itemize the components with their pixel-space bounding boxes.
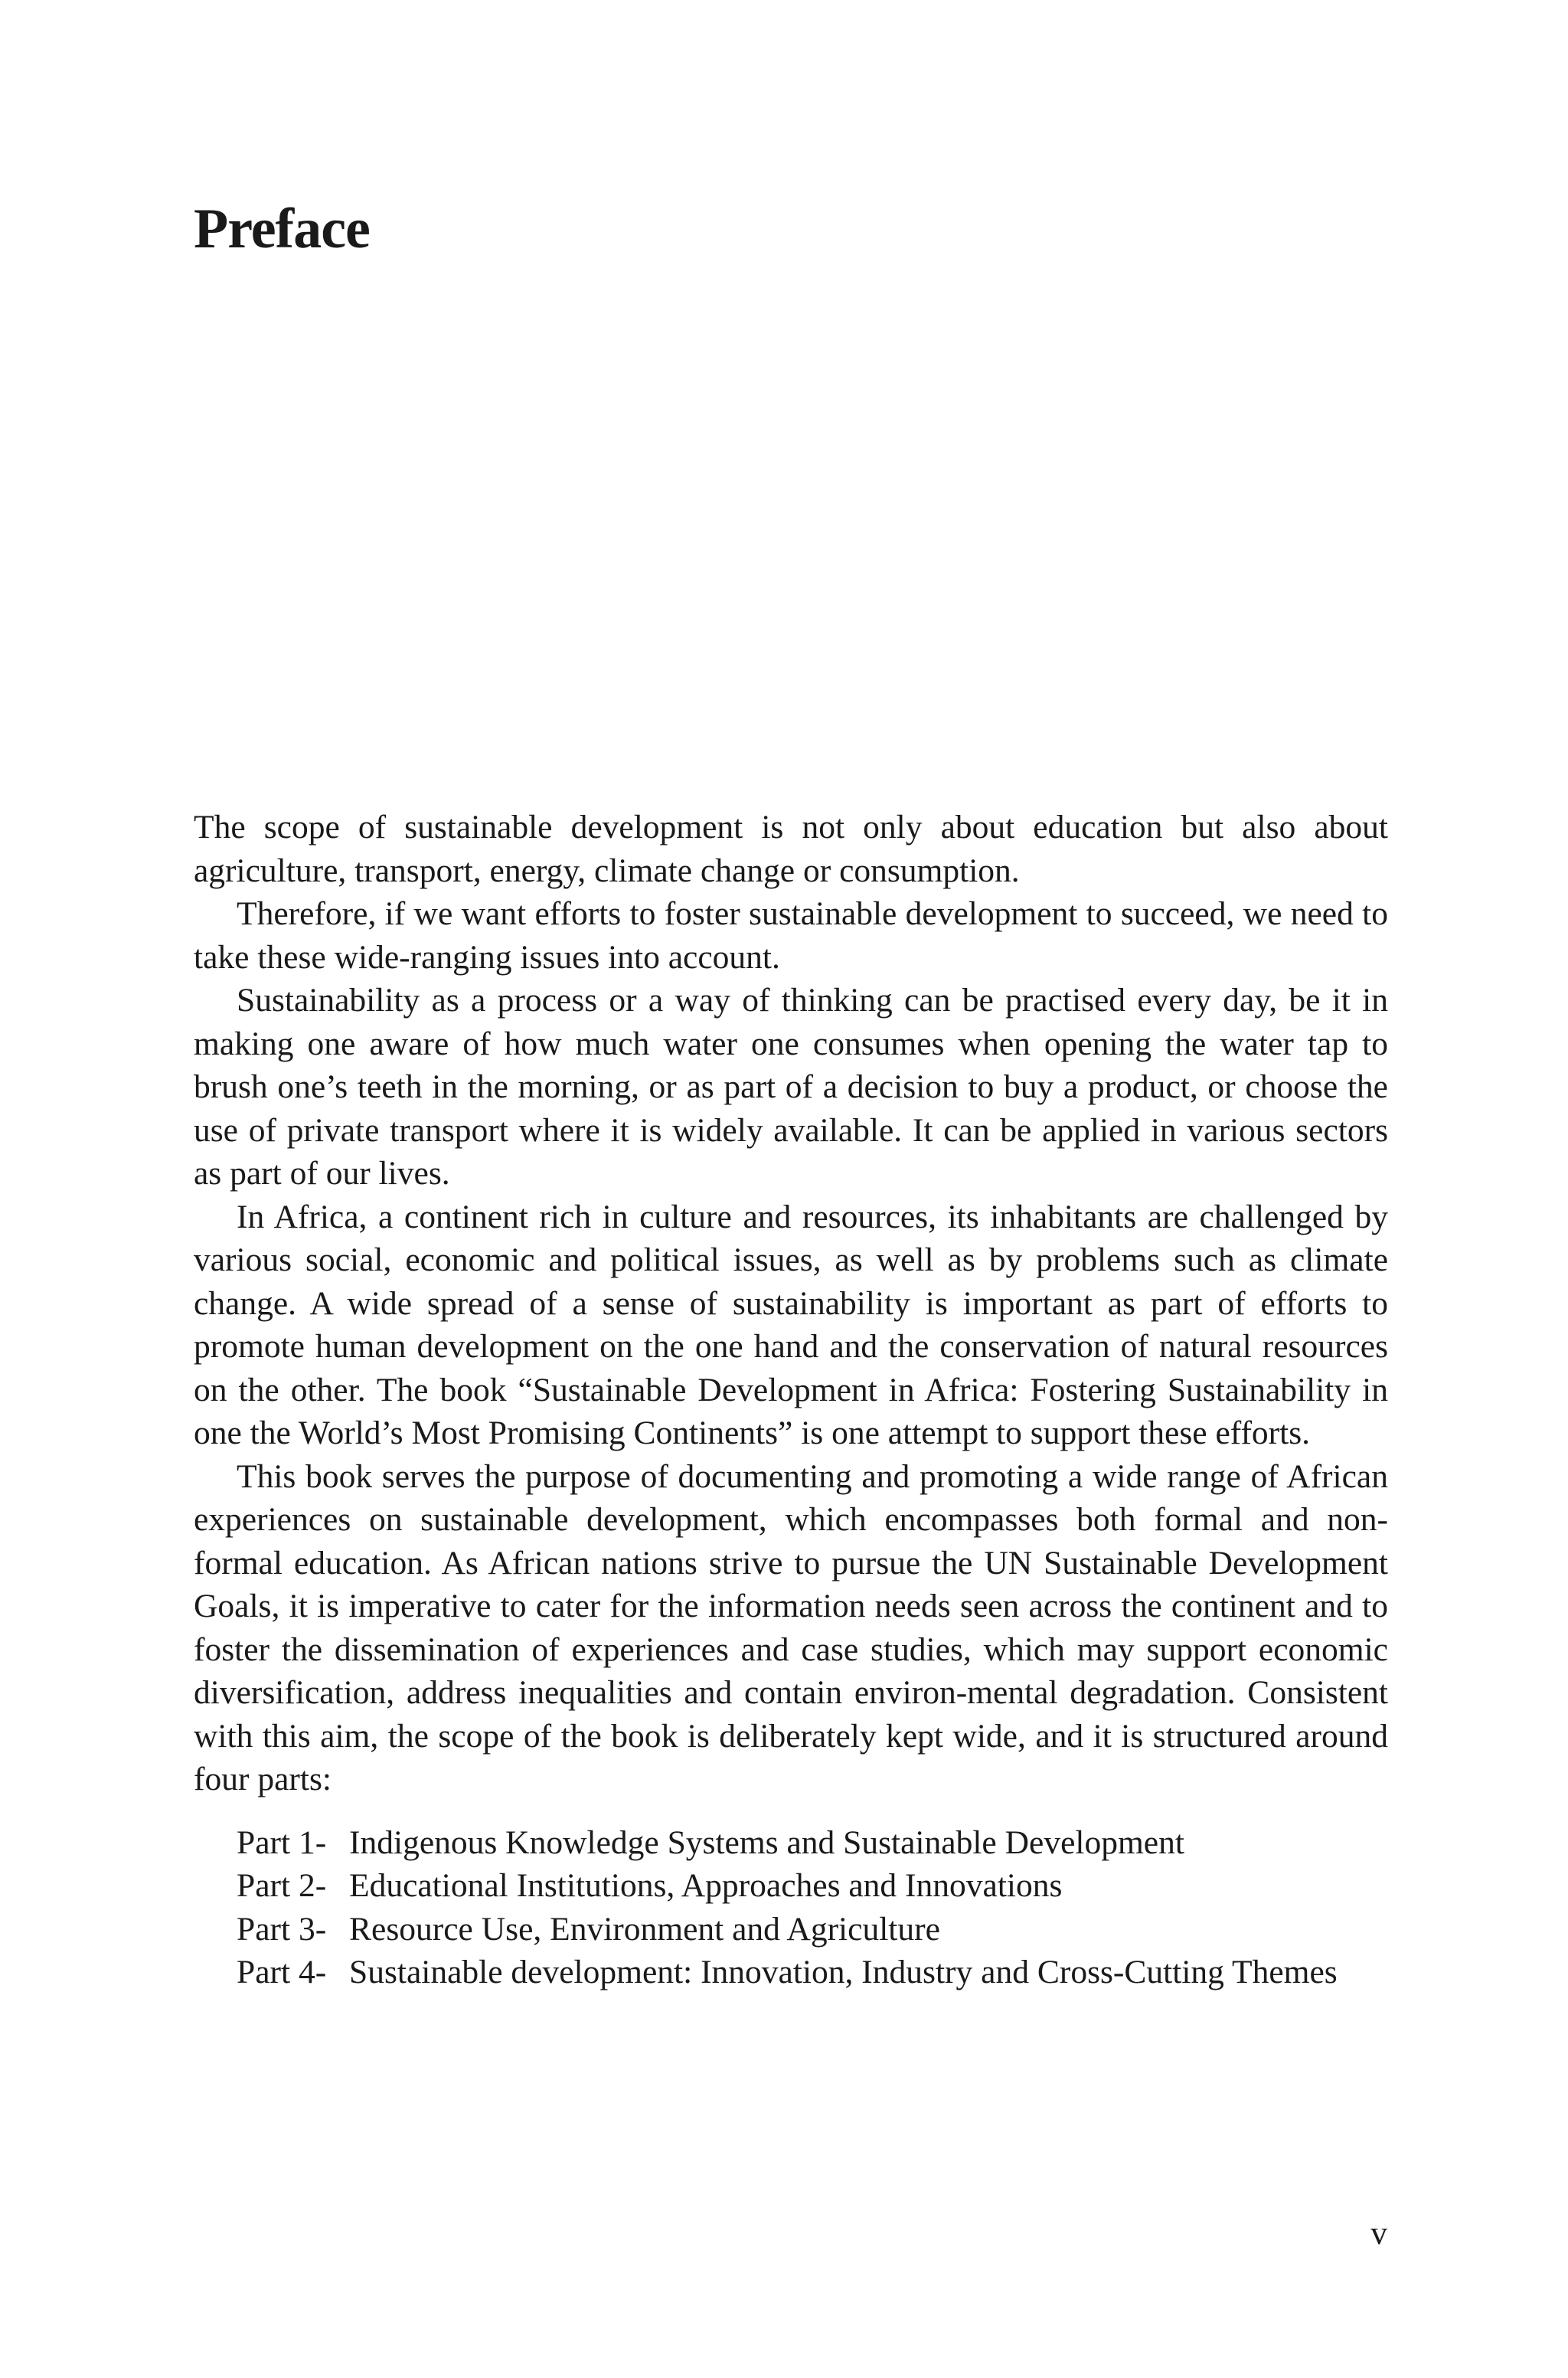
part-title: Indigenous Knowledge Systems and Sustainable Development <box>349 1824 1184 1861</box>
part-label: Part 2- <box>237 1867 327 1904</box>
part-label: Part 4- <box>237 1954 327 1990</box>
page-number: v <box>1370 2215 1387 2252</box>
part-title: Sustainable development: Innovation, Industry and Cross-Cutting Themes <box>349 1954 1338 1990</box>
list-item <box>237 1951 1388 1994</box>
list-item <box>237 1908 1388 1951</box>
list-item <box>237 1864 1388 1908</box>
part-title: Educational Institutions, Approaches and Innovations <box>349 1867 1063 1904</box>
part-label: Part 3- <box>237 1910 327 1948</box>
paragraph-3: Sustainability as a process or a way of thinking can be practised every day, be it in making one aware of how much water one consumes when opening the water tap to brush one’s teeth in the morning, or as part of a decision to buy a product, or choose the use of private transport where it is widely available. It can be applied in various sectors as part of our lives. <box>194 982 1388 1192</box>
parts-list <box>194 1821 1388 1994</box>
paragraph-5: This book serves the purpose of documenting and promoting a wide range of African experiences on sustainable development, which encompasses both formal and non-formal education. As African nations strive to pursue the UN Sustainable Development Goals, it is imperative to cater for the information needs seen across the continent and to foster the dissemination of experiences and case studies, which may support economic diversification, address inequalities and contain environ-mental degradation. Consistent with this aim, the scope of the book is deliberately kept wide, and it is structured around four parts: <box>194 1457 1388 1797</box>
paragraph-1: The scope of sustainable development is not only about education but also about agriculture, transport, energy, climate change or consumption. <box>194 809 1388 889</box>
paragraph-2: Therefore, if we want efforts to foster sustainable development to succeed, we need to take these wide-ranging issues into account. <box>194 895 1388 976</box>
list-item <box>237 1821 1388 1865</box>
part-label: Part 1- <box>237 1824 327 1861</box>
part-title: Resource Use, Environment and Agriculture <box>349 1910 940 1948</box>
page-title: Preface <box>194 198 370 260</box>
preface-body <box>194 806 1388 1994</box>
paragraph-4: In Africa, a continent rich in culture and resources, its inhabitants are challenged by various social, economic and political issues, as well as by problems such as climate change. A wide spread of a sense of sustainability is important as part of efforts to promote human development on the one hand and the conservation of natural resources on the other. The book “Sustainable Development in Africa: Fostering Sustainability in one the World’s Most Promising Continents” is one attempt to support these efforts. <box>194 1198 1388 1451</box>
